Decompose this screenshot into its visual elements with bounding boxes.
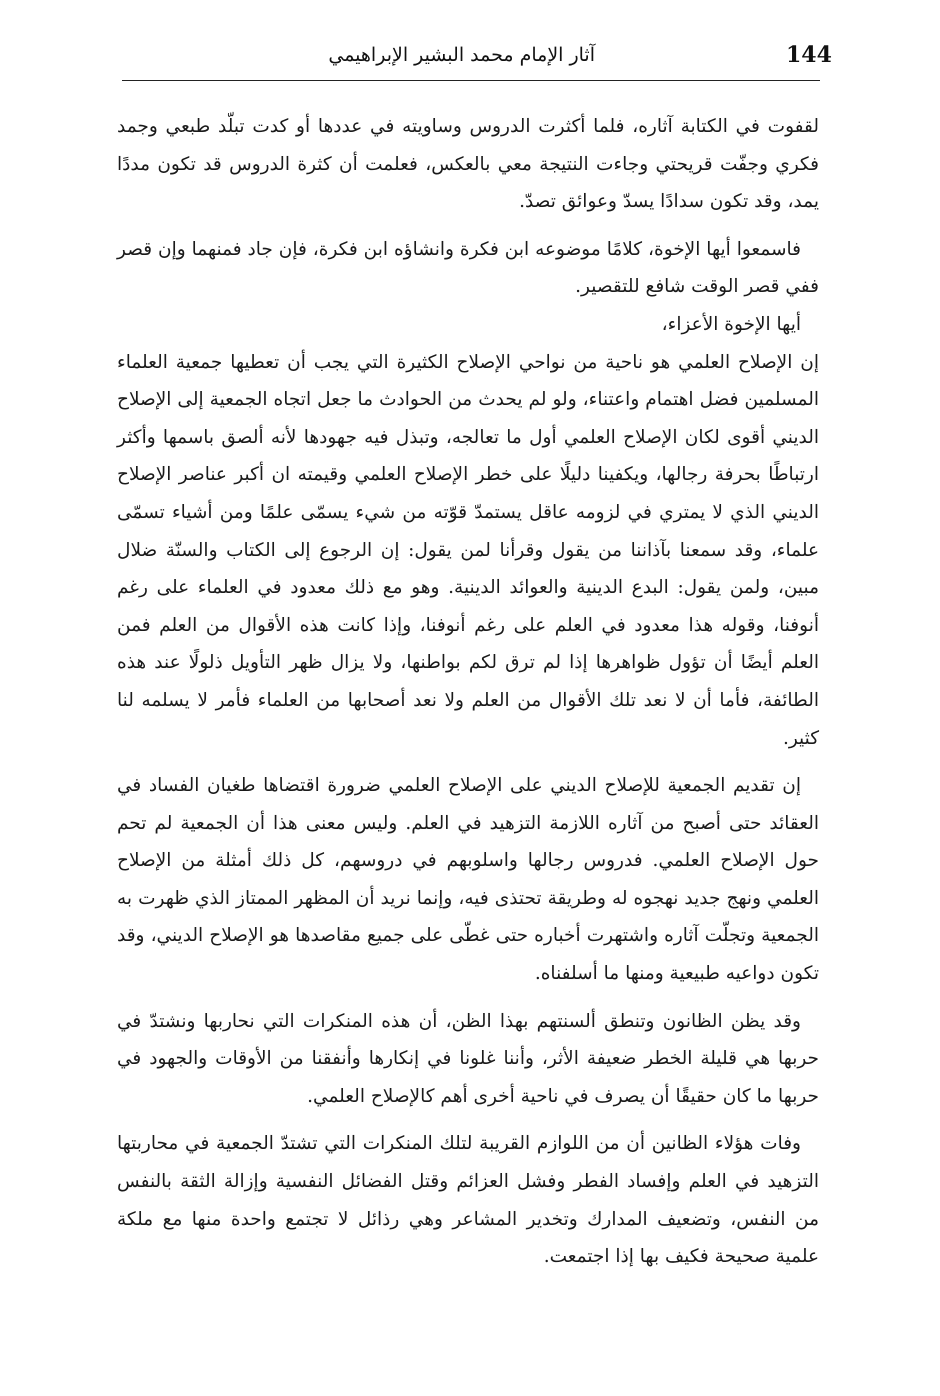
running-title: آثار الإمام محمد البشير الإبراهيمي [328,44,595,66]
page-number: 144 [786,42,832,68]
paragraph-1: لقفوت في الكتابة آثاره، فلما أكثرت الدروس وساويته في عددها أو كدت تبلّد طبعي وجمد فكري وجفّت قريحتي وجاءت النتيجة معي بالعكس، فعلمت أن كثرة الدروس قد تكون مددًا يمد، وقد تكون سدادًا يسدّ وعوائق تصدّ. [117,116,819,213]
paragraph-7: وفات هؤلاء الظانين أن من اللوازم القريبة لتلك المنكرات التي تشتدّ الجمعية في محاربتها التزهيد في العلم وإفساد الفطر وفشل العزائم وقتل الفضائل النفسية وإزالة الثقة بالنفس من النفس، وتضعيف المدارك وتخدير المشاعر وهي رذائل لا تجتمع واحدة منها مع ملكة علمية صحيحة فكيف بها إذا اجتمعت. [117,1133,819,1268]
paragraph-4: إن الإصلاح العلمي هو ناحية من نواحي الإصلاح الكثيرة التي يجب أن تعطيها جمعية العلماء المسلمين فضل اهتمام واعتناء، ولو لم يحدث من الحوادث ما جعل اتجاه الجمعية إلى الإصلاح الديني أقوى لكان الإصلاح العلمي أول ما تعالجه، وتبذل فيه جهودها لأنه ألصق باسمها وأكثر ارتباطًا بحرفة رجالها، ويكفينا دليلًا على خطر الإصلاح العلمي وقيمته ان أكبر عناصر الإصلاح الديني الذي لا يمتري في لزومه عاقل يستمدّ قوّته من شيء يسمّى علمًا ومن أشياء تسمّى علماء، وقد سمعنا بآذاننا من يقول وقرأنا لمن يقول: إن الرجوع إلى الكتاب والسنّة ضلال مبين، ولمن يقول: البدع الدينية والعوائد الدينية. وهو مع ذلك معدود في العلماء على رغم أنوفنا، وقوله هذا معدود في العلم على رغم أنوفنا، وإذا كانت هذه الأقوال من العلم فمن العلم أيضًا أن تؤول ظواهرها إذا لم ترق لكم بواطنها، ولا يزال ظهر التأويل ذلولًا عند هذه الطائفة، فأما أن لا نعد تلك الأقوال من العلم ولا نعد أصحابها من العلماء فأمر لا يسلمه لنا كثير. [117,351,819,749]
running-head [0,40,940,80]
header-rule [122,80,820,81]
paragraph-6: وقد يظن الظانون وتنطق ألسنتهم بهذا الظن، أن هذه المنكرات التي نحاربها ونشتدّ في حربها هي قليلة الخطر ضعيفة الأثر، وأننا غلونا في إنكارها وأنفقنا من الأوقات والجهود في حربها ما كان حقيقًا أن يصرف في ناحية أخرى أهم كالإصلاح العلمي. [117,1010,819,1107]
paragraph-5: إن تقديم الجمعية للإصلاح الديني على الإصلاح العلمي ضرورة اقتضاها طغيان الفساد في العقائد حتى أصبح من آثاره اللازمة التزهيد في العلم. وليس معنى هذا أن الجمعية لم تحم حول الإصلاح العلمي. فدروس رجالها واسلوبهم في دروسهم، كل ذلك أمثلة من الإصلاح العلمي ونهج جديد نهجوه له وطريقة تحتذى فيه، وإنما نريد أن المظهر الممتاز الذي ظهرت به الجمعية وتجلّت آثاره واشتهرت أخباره حتى غطّى على جميع مقاصدها هو الإصلاح الديني، وقد تكون دواعيه طبيعية ومنها ما أسلفناه. [117,775,819,985]
paragraph-3: أيها الإخوة الأعزاء، [661,313,801,335]
paragraph-2: فاسمعوا أيها الإخوة، كلامًا موضوعه ابن فكرة وانشاؤه ابن فكرة، فإن جاد فمنهما وإن قصر ففي قصر الوقت شافع للتقصير. [117,238,819,298]
body-text [117,108,819,1276]
